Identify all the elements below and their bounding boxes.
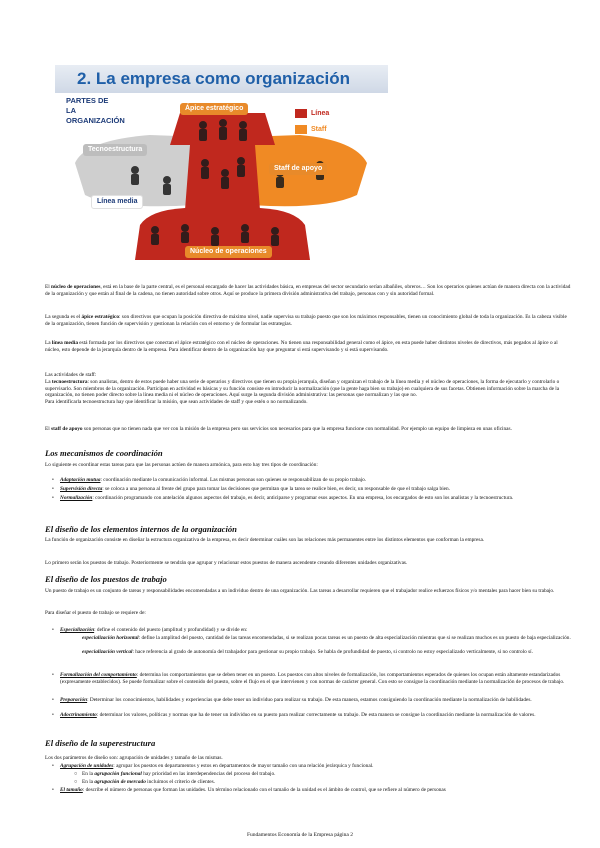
term: núcleo de operaciones [51, 284, 101, 290]
parts-label-line: ORGANIZACIÓN [66, 116, 125, 125]
item-label: Adoctrinamiento [60, 712, 97, 718]
heading-coordinacion: Los mecanismos de coordinación [45, 448, 163, 458]
legend-staff-label: Staff [311, 126, 327, 133]
item-text: : determinar los valores, políticas y normas que ha de tener un individuo en su puesto para realizar correctamente su trabajo. De esta manera se consigue la coordinación mediante la normalización de valores. [96, 712, 536, 718]
sub-text: : hace referencia al grado de autonomía del trabajador para gestionar su propio trabajo. Se habla de profundidad de puesto, si controlo no estoy especializado verticalmente, si no controlo sí. [132, 649, 533, 655]
term: ápice estratégico [81, 314, 119, 320]
para-linea [45, 340, 572, 354]
sub-item [82, 649, 572, 656]
list-item: • Normalización: coordinación programando con antelación algunos aspectos del trabajo, es decir, anticiparse y programar esos aspectos. En una empresa, los encargados de esto son los analistas y la tecnoestructura. [52, 495, 514, 501]
text: El [45, 426, 52, 432]
item-label: Adaptación mutua [60, 477, 101, 483]
item-text: : coordinación programando con antelación algunos aspectos del trabajo, es decir, anticiparse y programar esos aspectos. En una empresa, los encargados de esto son los analistas y la tecnoestructura. [92, 495, 514, 501]
text: : son directivos que ocupan la posición directiva de máximo nivel, nadie supervisa su trabajo puesto que son los máximos responsables, tienen un conocimiento global de toda la organización. Es la cabeza visible de la organización, tienen función de supervisión y gestionan la relación con el entorno y de formular las estrategias. [45, 314, 567, 327]
para-apice [45, 314, 572, 328]
sub-item: ○ En la agrupación funcional hay prioridad en las interdependencias del proceso del trabajo. [74, 771, 276, 777]
coord-intro: Lo siguiente es coordinar estas tareas para que las personas actúen de manera armónica, para esto hay tres tipos de coordinación: [45, 462, 318, 468]
term: tecnoestructura [51, 378, 88, 385]
text: La [45, 378, 52, 385]
sub-text: En la [82, 771, 95, 777]
apex-label: Ápice estratégico [180, 103, 248, 115]
para-staff [45, 372, 572, 406]
legend-line-label: Línea [311, 110, 330, 117]
sub-item: ○ En la agrupación de mercado incluimos el criterio de clientes. [74, 779, 215, 785]
middle-label: Línea media [91, 195, 143, 209]
puestos-p1: Un puesto de trabajo es un conjunto de tareas y responsabilidades encomendadas a un individuo dentro de una organización. Las tareas a desarrollar requieren que el trabajador realice esfuerzos físicos y/o mentales para hacer bien su trabajo. [45, 588, 555, 594]
text: : son analistas, dentro de estos puede haber una serie de operarios y directivos que tienen su propia jerarquía, diseñan y organizan el trabajo de la línea media y el núcleo de operaciones, la forma de ejecutarlo y controlarlo o supervisarlo. Son miembros de la organización. Participan en actividad es básicas y su función consiste en introducir la normalización (que la gente haga bien su trabajo) en cualquiera de sus facetas. Obtienen información sobre la marcha de la organización, no tienen poder directo sobre la línea media ni el núcleo de operaciones. Aquí surge la segunda división administrativa: las personas que normalizan y las que no. [45, 378, 560, 399]
item-label: Normalización [60, 495, 93, 501]
item-label: El tamaño [60, 787, 83, 793]
sub-text: hay prioridad en las interdependencias del proceso del trabajo. [141, 771, 276, 777]
puestos-p2: Para diseñar el puesto de trabajo se requiere de: [45, 610, 146, 616]
para-nucleo [45, 284, 572, 298]
sub-text: : define la amplitud del puesto, cantidad de las tareas encomendadas, si se realizan pocas tareas es un puesto de alta especialización mientras que si se realizan muchos es un puesto de baja especialización. [138, 635, 571, 641]
heading-elementos: El diseño de los elementos internos de la organización [45, 524, 237, 534]
item-text: : define el contenido del puesto (amplitud y profundidad) y se divide en: [94, 627, 248, 633]
sub-item [82, 635, 572, 642]
list-item: • Supervisión directa: se coloca a una persona al frente del grupo para tomar las decisiones que permitan que la tarea se realice bien, es decir, un responsable de que el trabajo salga bien. [52, 486, 450, 492]
parts-label-line: LA [66, 106, 76, 115]
list-item: • Formalización del comportamiento: determina los comportamientos que se deben tener en un puesto. Los puestos con altos niveles de formalización, los comportamientos esperados de quienes los ocupan están altamente estandarizados (expresamente establecidos). Se puede formalizar sobre el contenido del puesto, sobre el flujo en el que intervienen y con normas de carácter general. Con esto se consigue la coordinación mediante la normalización de procesos de trabajo. [52, 672, 565, 685]
item-text: : se coloca a una persona al frente del grupo para tomar las decisiones que permitan que la tarea se realice bien, es decir, un responsable de que el trabajo salga bien. [102, 486, 450, 492]
support-label: Staff de apoyo [269, 163, 327, 175]
item-label: Formalización del comportamiento [60, 672, 137, 678]
text: La [45, 340, 52, 346]
legend-swatch-staff [295, 125, 307, 134]
text: El [45, 284, 52, 290]
list-item: • Adoctrinamiento: determinar los valores, políticas y normas que ha de tener un individuo en su puesto para realizar correctamente su trabajo. De esta manera se consigue la coordinación mediante la normalización de valores. [52, 712, 536, 718]
elem-p1: La función de organización consiste en diseñar la estructura organizativa de la empresa, es decir determinar cuáles son las relaciones más permanentes entre los distintos elementos que conforman la empresa. [45, 537, 485, 543]
heading-puestos: El diseño de los puestos de trabajo [45, 574, 167, 584]
item-text: : coordinación mediante la comunicación informal. Las mismas personas son quienes se responsabilizan de su propio trabajo. [100, 477, 367, 483]
legend-swatch-line [295, 109, 307, 118]
parts-label-line: PARTES DE [66, 96, 109, 105]
term: staff de apoyo [51, 426, 83, 432]
list-item: • Preparación: Determinar los conocimientos, habilidades y experiencias que debe tener un individuo para realizar su trabajo. De esta manera, estamos consiguiendo la coordinación mediante la normalización de habilidades. [52, 697, 532, 703]
figure-title: 2. La empresa como organización [77, 69, 351, 88]
para-staff-apoyo [45, 426, 572, 433]
item-text: : agrupar los puestos en departamentos y estos en departamentos de mayor tamaño con una relación jerárquica y funcional. [113, 763, 374, 769]
item-label: Agrupación de unidades [60, 763, 114, 769]
item-label: Supervisión directa [60, 486, 103, 492]
page-footer: Fundamentos Economía de la Empresa página 2 [247, 832, 353, 838]
heading-superestructura: El diseño de la superestructura [45, 738, 156, 748]
item-text: : describe el número de personas que forman las unidades. Un término relacionado con el tamaño de la unidad es el ámbito de control, que se refiere al número de personas [82, 787, 446, 793]
sub-label: especialización vertical [82, 649, 133, 655]
text: Para identificarla tecnoestructura hay que identificar la misión, que sean actividades de staff y que estén o no normalizando. [45, 399, 308, 406]
item-label: Especialización [60, 627, 95, 633]
elem-p2: Lo primero serán los puestos de trabajo. Posteriormente se tendrán que agrupar y relacionar estos puestos de manera ascendente creando diferentes unidades organizativas. [45, 560, 408, 566]
org-diagram [55, 45, 388, 270]
text: La segunda es el [45, 314, 82, 320]
sub-text: En la [82, 779, 95, 785]
text: está formada por los directivos que conectan el ápice estratégico con el núcleo de operaciones. No tienen una responsabilidad general como el ápice, en esta puede haber distintos niveles de directivos, más pegados al ápice o al núcleo, esto depende de la jerarquía dentro de la empresa. Para identificar dentro de la organización hay que preguntar si está supervisando y si está supervisando. [45, 340, 558, 353]
list-item: • Agrupación de unidades: agrupar los puestos en departamentos y estos en departamentos de mayor tamaño con una relación jerárquica y funcional. [52, 763, 374, 769]
super-intro: Los dos parámetros de diseño son: agrupación de unidades y tamaño de las mismas. [45, 755, 223, 761]
text: , está en la base de la parte central, es el personal encargado de hacer las actividades básica, en empresas del sector secundario serían albañiles, obreros… Son los operarios quienes actúan de manera directa con la actividad de la organización y que están al final de la cadena, no tienen autoridad sobre otros. Aquí se produce la primera división administrativa del trabajo, personas con y sin autoridad formal. [45, 284, 571, 297]
org-parts-figure [55, 45, 388, 270]
list-item: • Especialización: define el contenido del puesto (amplitud y profundidad) y se divide en: [52, 627, 248, 633]
text: son personas que no tienen nada que ver con la misión de la empresa pero sus servicios son necesarios para que la empresa funcione con normalidad. Por ejemplo un equipo de limpieza en unas oficinas. [82, 426, 512, 432]
item-label: Preparación [60, 697, 88, 703]
term: línea media [51, 340, 78, 346]
techno-label: Tecnoestructura [83, 144, 147, 156]
item-text: : Determinar los conocimientos, habilidades y experiencias que debe tener un individuo para realizar su trabajo. De esta manera, estamos consiguiendo la coordinación mediante la normalización de habilidades. [87, 697, 532, 703]
item-text: : determina los comportamientos que se deben tener en un puesto. Los puestos con altos niveles de formalización, los comportamientos esperados de quienes los ocupan están altamente estandarizados (expresamente establecidos). Se puede formalizar sobre el contenido del puesto, sobre el flujo en el que intervienen y con normas de carácter general. Con esto se consigue la coordinación mediante la normalización de procesos de trabajo. [60, 672, 565, 685]
list-item: • El tamaño: describe el número de personas que forman las unidades. Un término relacionado con el tamaño de la unidad es el ámbito de control, que se refiere al número de personas [52, 787, 446, 793]
list-item: • Adaptación mutua: coordinación mediante la comunicación informal. Las mismas personas son quienes se responsabilizan de su propio trabajo. [52, 477, 367, 483]
text: Las actividades de staff: [45, 372, 97, 378]
sub-text: incluimos el criterio de clientes. [145, 779, 215, 785]
sub-label: agrupación funcional [94, 771, 142, 777]
sub-label: especialización horizontal [82, 635, 139, 641]
sub-label: agrupación de mercado [94, 779, 146, 785]
core-label: Núcleo de operaciones [185, 246, 272, 258]
